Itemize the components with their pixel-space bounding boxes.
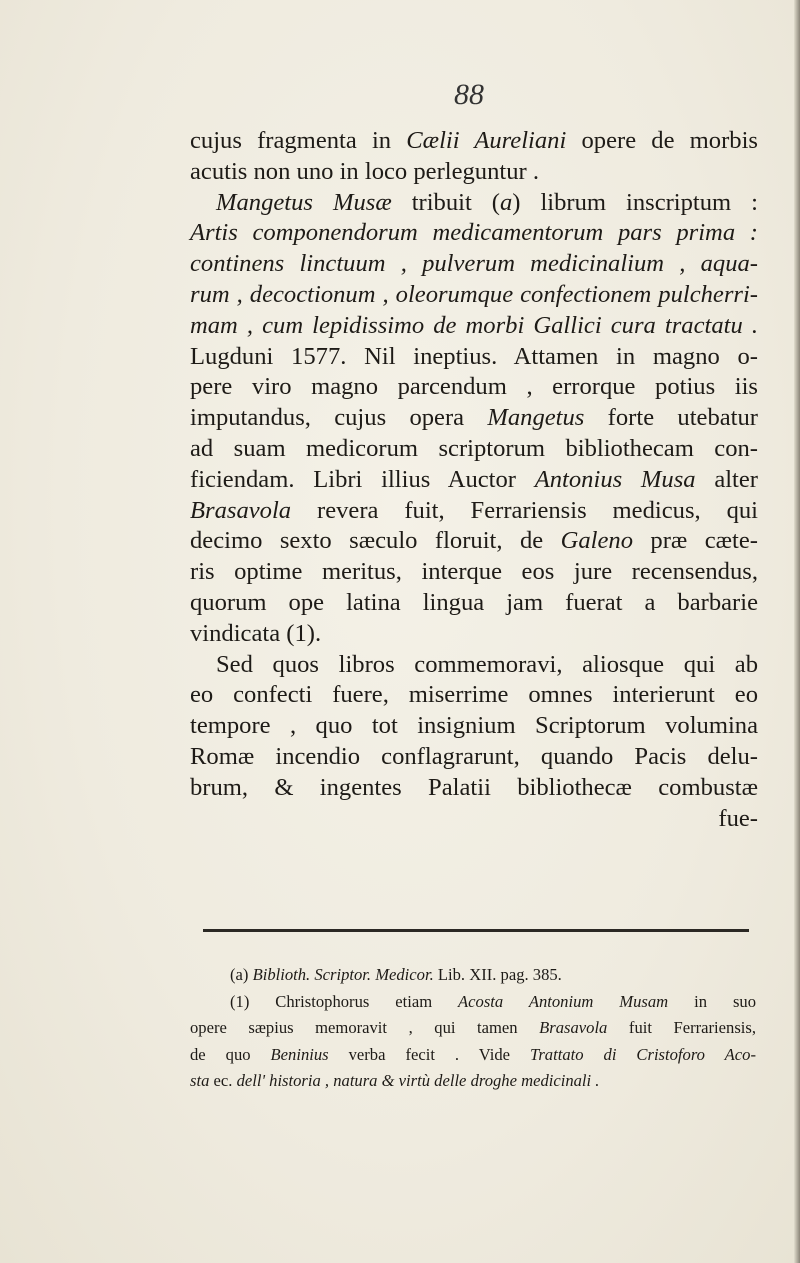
page-edge-shadow [794, 0, 800, 1263]
text-line: Sed quos libros commemoravi, aliosque qui ab [216, 650, 758, 678]
text-line: acutis non uno in loco perleguntur . [190, 157, 540, 185]
text-line: ficiendam. Libri illius Auctor Antonius Musa alter [190, 465, 759, 493]
text-line: pere viro magno parcendum , errorque potius iis [190, 373, 758, 401]
text-line: imputandus, cujus opera Mangetus forte utebatur [190, 404, 758, 432]
catchword: fue- [718, 804, 758, 832]
text-line: Romæ incendio conflagrarunt, quando Pacis delu- [190, 742, 758, 770]
text-line: mam , cum lepidissimo de morbi Gallici cura tractatu . [190, 311, 758, 339]
text-line: Lugduni 1577. Nil ineptius. Attamen in magno o- [190, 342, 758, 370]
text-line: rum , decoctionum , oleorumque confectionem pulcherri- [190, 280, 758, 308]
text-line: vindicata (1). [190, 619, 322, 647]
text-line: Brasavola revera fuit, Ferrariensis medicus, qui [190, 496, 758, 524]
main-text [190, 126, 758, 834]
text-line: Artis componendorum medicamentorum pars prima : [190, 219, 758, 247]
text-line: eo confecti fuere, miserrime omnes interierunt eo [190, 681, 758, 709]
text-line: ris optime meritus, interque eos jure recensendus, [190, 558, 758, 586]
page-number: 88 [454, 78, 484, 111]
text-line: decimo sexto sæculo floruit, de Galeno præ cæte- [190, 527, 758, 555]
text-line: continens linctuum , pulverum medicinalium , aqua- [190, 250, 758, 278]
text-line: Mangetus Musæ tribuit (a) librum inscriptum : [216, 188, 758, 216]
footnote-line: de quo Beninius verba fecit . Vide Trattato di Cristoforo Aco- [190, 1044, 756, 1064]
footnote-line: opere sæpius memoravit , qui tamen Brasavola fuit Ferrariensis, [190, 1018, 756, 1037]
footnotes [190, 962, 756, 1095]
text-line: ad suam medicorum scriptorum bibliothecam con- [190, 434, 758, 462]
text-line: quorum ope latina lingua jam fuerat a barbarie [190, 588, 758, 616]
text-line: tempore , quo tot insignium Scriptorum volumina [190, 712, 758, 740]
footnote-1: (1) Christophorus etiam Acosta Antonium Musam in suo [230, 991, 756, 1011]
text-line: cujus fragmenta in Cælii Aureliani opere de morbis [190, 127, 758, 154]
footnote-a: (a) Biblioth. Scriptor. Medicor. Lib. XII. pag. 385. [230, 965, 562, 984]
text-line: brum, & ingentes Palatii bibliothecæ combustæ [190, 773, 758, 801]
footnote-rule [203, 929, 749, 932]
footnote-line: sta ec. dell' historia , natura & virtù delle droghe medicinali . [190, 1071, 600, 1090]
